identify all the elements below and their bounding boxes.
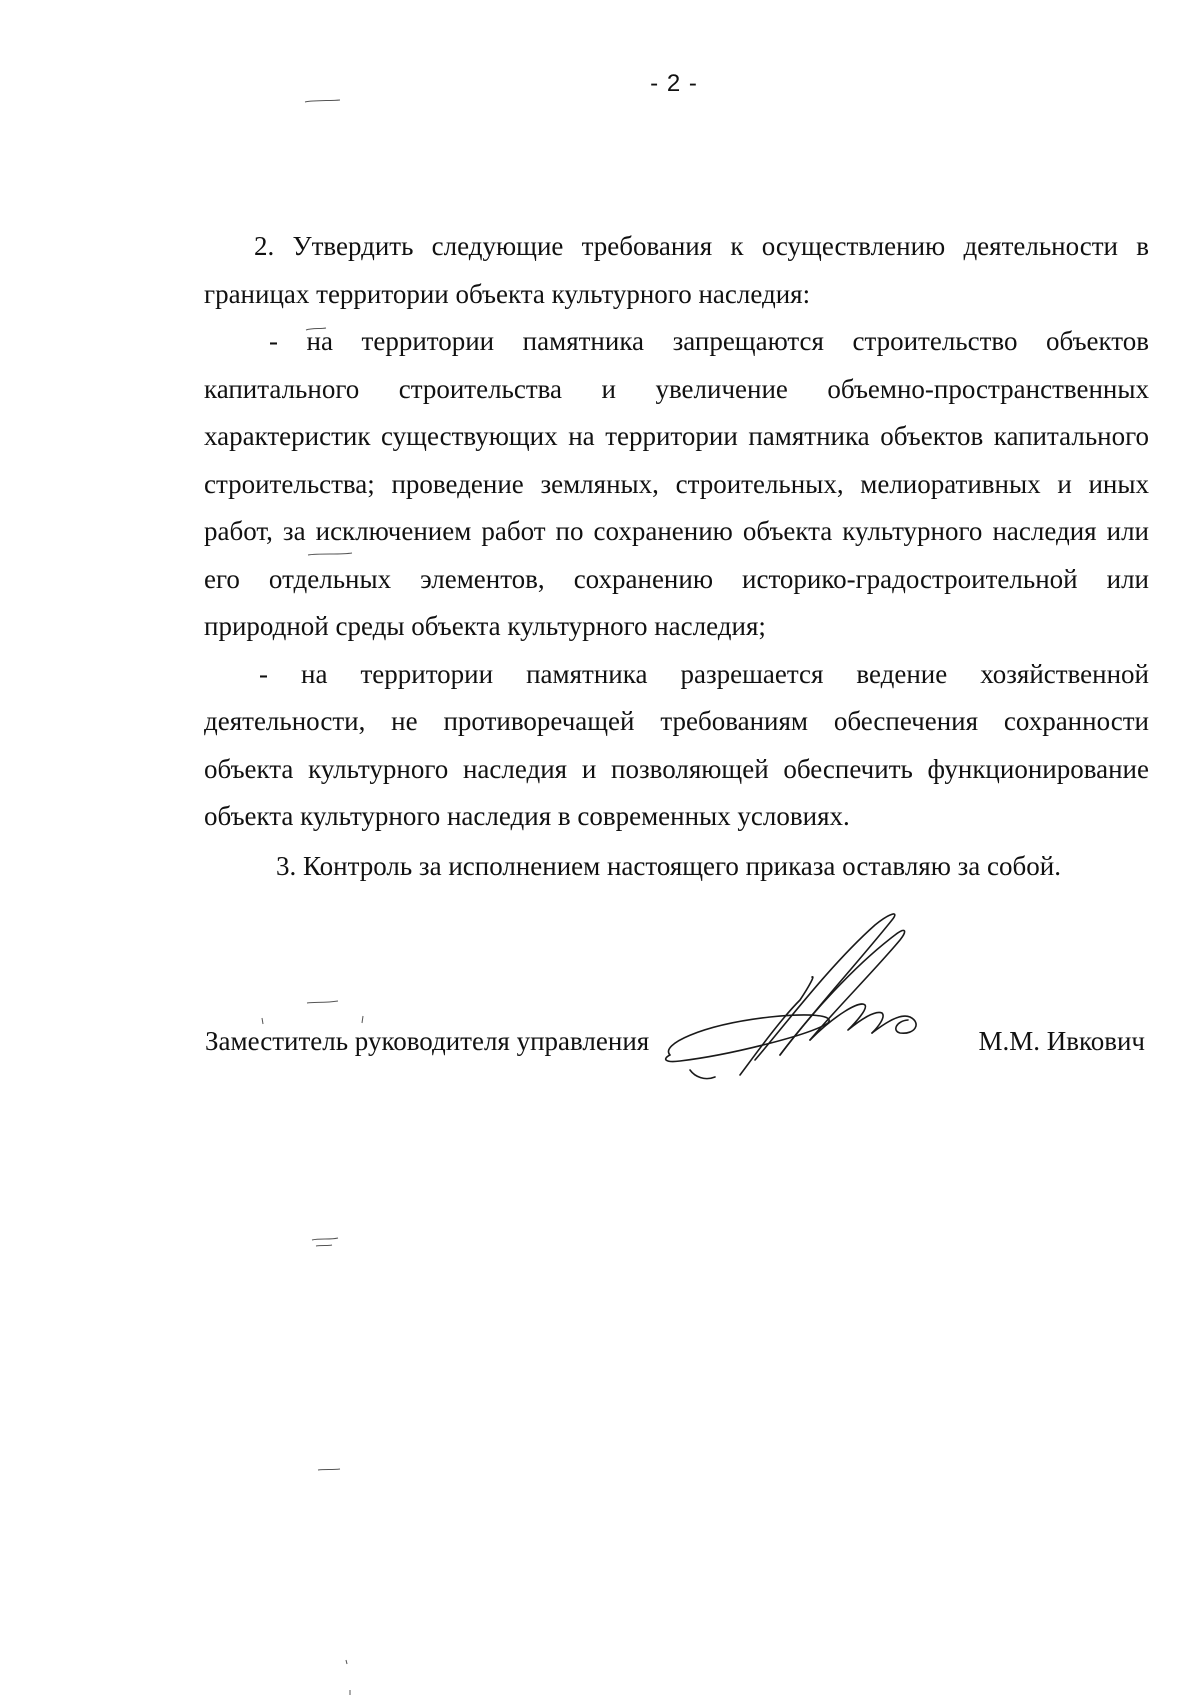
page-number: - 2 - — [650, 70, 698, 97]
document-body — [204, 223, 1149, 890]
paragraph-item-3: 3. Контроль за исполнением настоящего приказа оставляю за собой. — [276, 850, 1061, 881]
paragraph-item-2: 2. Утвердить следующие требования к осуществлению деятельности в границах территории объекта культурного наследия: — [204, 231, 1149, 309]
signatory-name: М.М. Ивкович — [978, 1026, 1145, 1056]
signatory-position: Заместитель руководителя управления — [205, 1026, 650, 1056]
paragraph-bullet-permissions: - на территории памятника разрешается ведение хозяйственной деятельности, не противоречащей требованиям обеспечения сохранности объекта культурного наследия и позволяющей обеспечить функционирование объекта культурного наследия в современных условиях. — [204, 658, 1149, 831]
paragraph-bullet-prohibitions: - на территории памятника запрещаются строительство объектов капитального строительства и увеличение объемно-пространственных характеристик существующих на территории памятника объектов капитального строительства; проведение земляных, строительных, мелиоративных и иных работ, за исключением работ по сохранению объекта культурного наследия или его отдельных элементов, сохранению историко-градостроительной или природной среды объекта культурного наследия; — [204, 326, 1149, 641]
handwritten-signature — [660, 905, 950, 1085]
